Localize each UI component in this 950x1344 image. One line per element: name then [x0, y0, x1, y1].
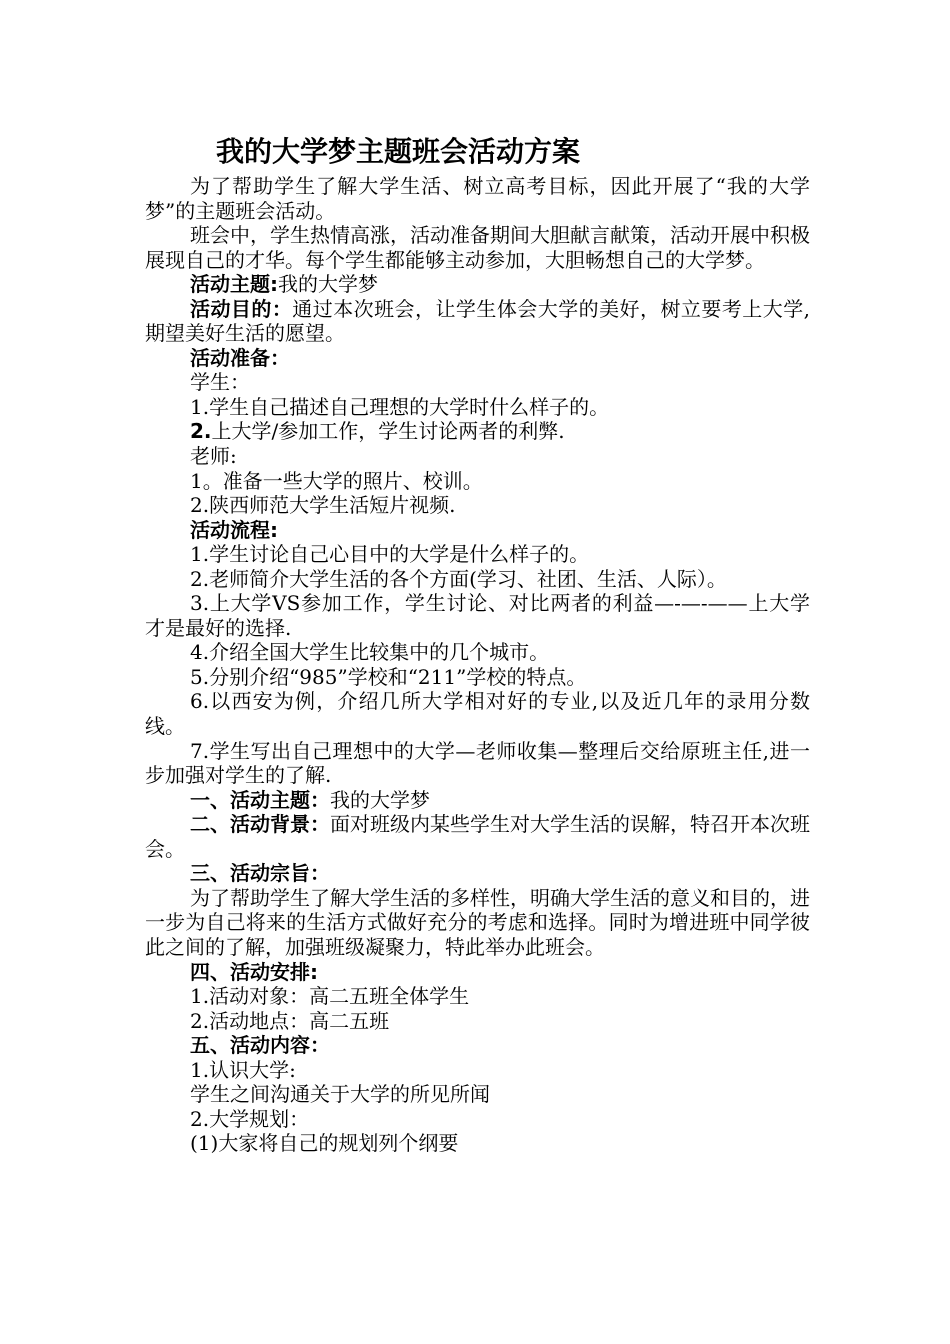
intro-paragraph: 为了帮助学生了解大学生活、树立高考目标，因此开展了“我的大学梦”的主题班会活动。 — [145, 174, 810, 223]
section-2 — [145, 812, 810, 861]
list-item: 2.活动地点：高二五班 — [190, 1008, 390, 1033]
list-item: 2.陕西师范大学生活短片视频. — [190, 493, 456, 518]
list-item: 1.学生自己描述自己理想的大学时什么样子的。 — [190, 394, 610, 419]
list-item: (1)大家将自己的规划列个纲要 — [190, 1131, 459, 1156]
section-1-text: 我的大学梦 — [330, 787, 430, 812]
list-item: 学生之间沟通关于大学的所见所闻 — [190, 1082, 490, 1107]
list-item: 7.学生写出自己理想中的大学—老师收集—整理后交给原班主任,进一步加强对学生的了解. — [145, 738, 810, 788]
list-item: 4.介绍全国大学生比较集中的几个城市。 — [190, 640, 550, 665]
list-item: 1.学生讨论自己心目中的大学是什么样子的。 — [190, 542, 590, 567]
section-5-label: 五、活动内容： — [190, 1033, 330, 1058]
list-item: 2.大学规划： — [190, 1106, 310, 1131]
section-3-label: 三、活动宗旨： — [190, 861, 330, 886]
list-item: 1.活动对象：高二五班全体学生 — [190, 984, 470, 1009]
students-label: 学生： — [190, 370, 250, 395]
section-2-label: 二、活动背景： — [190, 812, 330, 837]
purpose-label: 活动目的： — [190, 296, 293, 321]
page-title: 我的大学梦主题班会活动方案 — [216, 135, 581, 168]
list-item: 5.分别介绍“985”学校和“211”学校的特点。 — [190, 664, 587, 689]
list-item: 3.上大学VS参加工作，学生讨论、对比两者的利益—-—-——上大学才是最好的选择. — [145, 591, 810, 640]
list-item: 2.老师简介大学生活的各个方面(学习、社团、生活、人际）。 — [190, 566, 727, 591]
list-text: 上大学/参加工作，学生讨论两者的利弊. — [211, 419, 565, 444]
section-1 — [145, 788, 810, 813]
intro-paragraph: 班会中，学生热情高涨，活动准备期间大胆献言献策，活动开展中积极展现自己的才华。每个学生都能够主动参加，大胆畅想自己的大学梦。 — [145, 223, 810, 272]
flow-heading: 活动流程: — [190, 517, 278, 542]
section-4-label: 四、活动安排: — [190, 959, 318, 984]
section-2-text: 面对班级内某些学生对大学生活的误解，特召开本次班会。 — [145, 812, 810, 861]
list-item — [145, 419, 810, 444]
section-1-label: 一、活动主题： — [190, 787, 330, 812]
theme-line — [145, 272, 810, 297]
purpose-paragraph — [145, 297, 810, 346]
list-item: 1。准备一些大学的照片、校训。 — [190, 468, 483, 493]
section-3-text: 为了帮助学生了解大学生活的多样性，明确大学生活的意义和目的，进一步为自己将来的生活方式做好充分的考虑和选择。同时为增进班中同学彼此之间的了解，加强班级凝聚力，特此举办此班会。 — [145, 885, 810, 959]
document-body — [145, 174, 810, 1156]
list-item: 6.以西安为例，介绍几所大学相对好的专业,以及近几年的录用分数线。 — [145, 689, 810, 739]
purpose-text: 通过本次班会，让学生体会大学的美好，树立要考上大学,期望美好生活的愿望。 — [145, 296, 811, 346]
theme-text: 我的大学梦 — [278, 272, 378, 297]
list-item: 1.认识大学: — [190, 1057, 296, 1082]
list-number: 2. — [190, 419, 212, 444]
teacher-label: 老师: — [190, 444, 237, 469]
theme-label: 活动主题: — [190, 272, 278, 297]
prep-heading: 活动准备： — [190, 345, 290, 370]
